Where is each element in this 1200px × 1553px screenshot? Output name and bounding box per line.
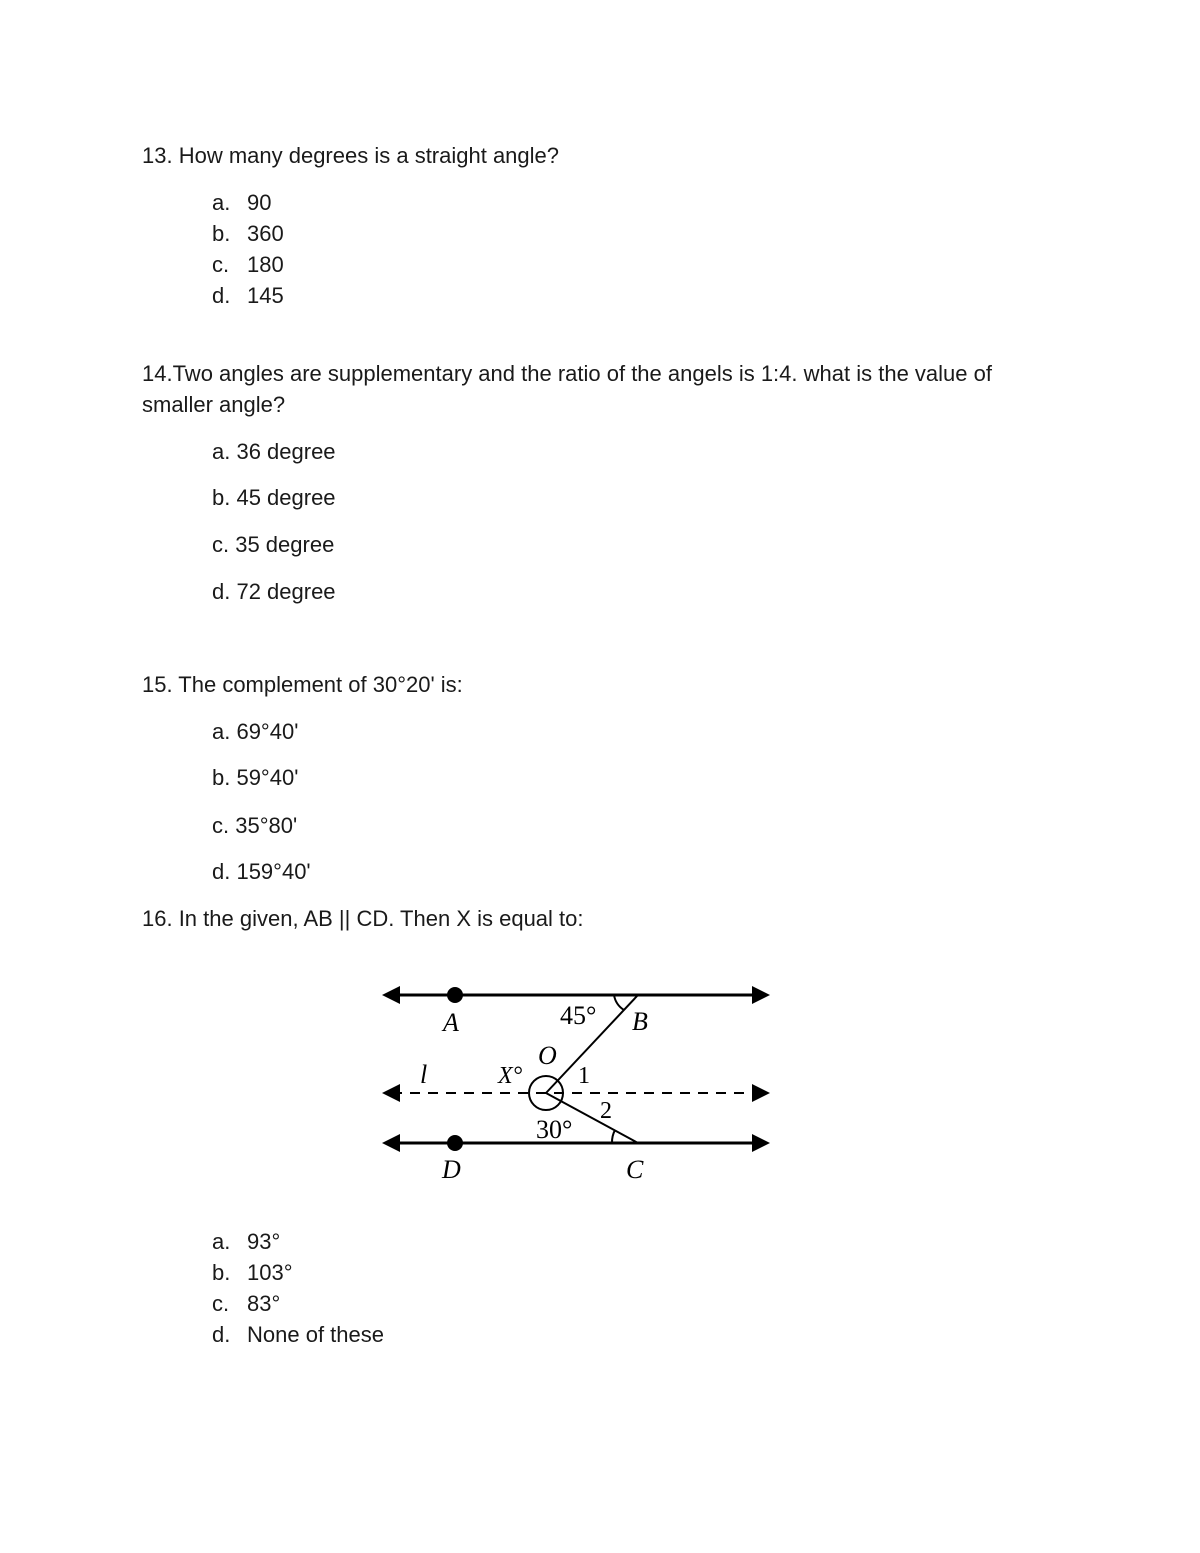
line-cd xyxy=(382,1134,770,1152)
option-letter: d. xyxy=(212,1322,231,1347)
option-text: 83° xyxy=(247,1291,281,1316)
question-16: 16. In the given, AB || CD. Then X is equal to: xyxy=(142,906,584,931)
q14-option-a: a. 36 degree xyxy=(212,439,336,464)
q16-option-a xyxy=(212,1226,280,1257)
label-l: l xyxy=(420,1060,428,1089)
q16-option-b xyxy=(212,1257,293,1288)
q14-option-b: b. 45 degree xyxy=(212,485,336,510)
question-14-line1: 14.Two angles are supplementary and the ratio of the angels is 1:4. what is the value of xyxy=(142,361,992,386)
question-13: 13. How many degrees is a straight angle? xyxy=(142,143,560,168)
label-x: X° xyxy=(498,1063,523,1089)
angle-45-arc xyxy=(614,995,624,1010)
option-text: 145 xyxy=(247,283,284,308)
q13-option-a xyxy=(212,187,271,218)
point-d xyxy=(447,1135,463,1151)
option-text: 180 xyxy=(247,252,284,277)
q16-option-c xyxy=(212,1288,280,1319)
q13-option-c xyxy=(212,249,284,280)
parallel-lines-figure xyxy=(370,975,790,1190)
q15-option-d: d. 159°40' xyxy=(212,859,311,884)
option-letter: a. xyxy=(212,190,231,215)
label-c: C xyxy=(626,1155,644,1184)
option-letter: b. xyxy=(212,221,231,246)
label-o: O xyxy=(538,1041,557,1070)
option-letter: d. xyxy=(212,283,231,308)
option-letter: c. xyxy=(212,1291,230,1316)
option-text: 360 xyxy=(247,221,284,246)
option-letter: c. xyxy=(212,252,230,277)
q14-option-c: c. 35 degree xyxy=(212,532,335,557)
option-letter: a. xyxy=(212,1229,231,1254)
question-14-line2: smaller angle? xyxy=(142,392,286,417)
q14-option-d: d. 72 degree xyxy=(212,579,336,604)
label-d: D xyxy=(442,1155,461,1184)
q15-option-c: c. 35°80' xyxy=(212,813,298,838)
label-b: B xyxy=(632,1007,648,1036)
label-angle-45: 45° xyxy=(560,1001,597,1030)
option-text: 93° xyxy=(247,1229,281,1254)
point-a xyxy=(447,987,463,1003)
q15-option-b: b. 59°40' xyxy=(212,765,299,790)
option-letter: b. xyxy=(212,1260,231,1285)
q13-option-b xyxy=(212,218,284,249)
label-angle-1: 1 xyxy=(578,1063,590,1089)
label-angle-30: 30° xyxy=(536,1115,573,1144)
option-text: 90 xyxy=(247,190,272,215)
label-angle-2: 2 xyxy=(600,1098,612,1124)
q16-option-d xyxy=(212,1319,384,1350)
question-15: 15. The complement of 30°20' is: xyxy=(142,672,463,697)
q15-option-a: a. 69°40' xyxy=(212,719,299,744)
option-text: None of these xyxy=(247,1322,384,1347)
option-text: 103° xyxy=(247,1260,293,1285)
angle-30-arc xyxy=(612,1130,615,1143)
line-l xyxy=(382,1084,770,1102)
q13-option-d xyxy=(212,280,284,311)
label-a: A xyxy=(443,1008,459,1037)
